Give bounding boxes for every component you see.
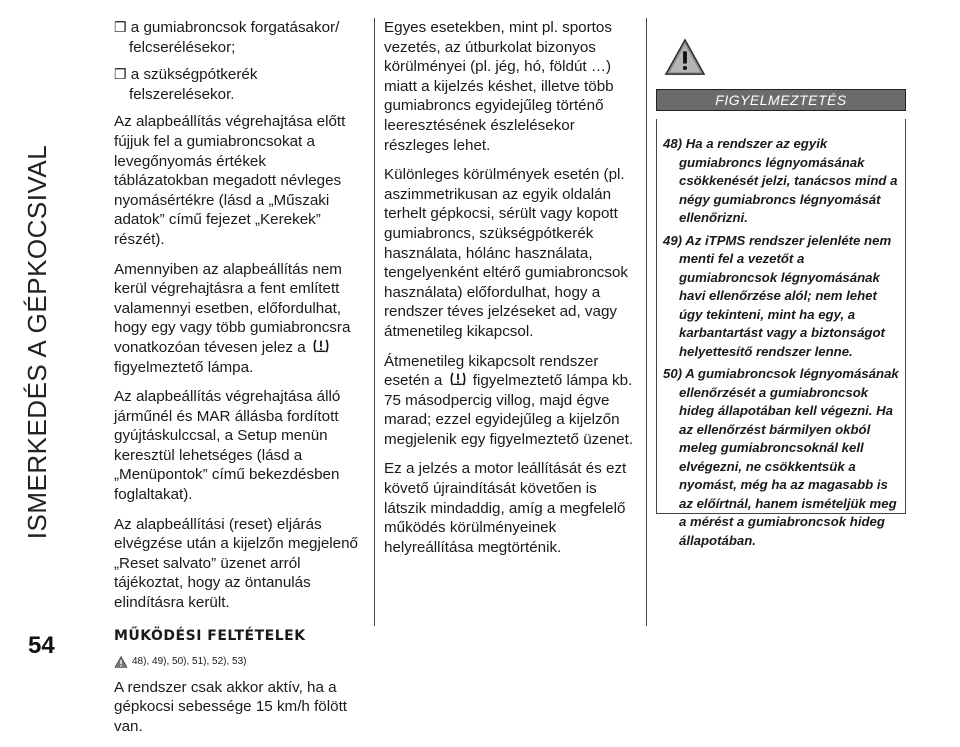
chapter-side-title: ISMERKEDÉS A GÉPKOCSIVAL [22, 144, 52, 540]
paragraph: Az alapbeállítás végrehajtása előtt fújjuk fel a gumiabroncsokat a levegőnyomás értékek táblázatokban megadott névleges nyomásértékre (lásd a „Műszaki adatok” című fejezet „Kerekek” részét). [114, 113, 346, 248]
warning-header: FIGYELMEZTETÉS [656, 89, 906, 111]
column-divider [646, 18, 647, 626]
paragraph: Ez a jelzés a motor leállítását és ezt követő újraindítását követően is látszik mindaddig, amíg a megfelelő működés körülményeinek helyreállítása megtörténik. [384, 460, 627, 556]
text-column-1 [114, 18, 364, 747]
paragraph: Az alapbeállítási (reset) eljárás elvégzése után a kijelzőn megjelenő „Reset salvato” üzenet arról tájékoztat, hogy az öntanulás elindításra került. [114, 515, 359, 612]
bullet-item: ❒ a gumiabroncsok forgatásakor/ felcserélésekor; [114, 19, 340, 56]
warning-panel [656, 36, 906, 548]
box-bullet-icon: ❒ [114, 19, 127, 35]
paragraph: Az alapbeállítás végrehajtása álló járműnél és MAR állásba fordított gyújtáskulccsal, a Setup menün keresztül lehetséges (lásd a „Menüpontok” című bekezdésben foglaltakat). [114, 388, 341, 504]
warning-item: 50) A gumiabroncsok légnyomásának ellenőrzését a gumiabroncsok hideg állapotában kell végezni. Ha az ellenőrzést bármilyen okból meleg gumiabroncsoknál kell elvégezni, ne csökkentsük a nyomást, még ha az magasabb is az előírtnál, hanem ismételjük meg a mérést a gumiabroncsok hideg állapotában. [663, 366, 899, 548]
bullet-item: ❒ a szükségpótkerék felszerelésekor. [114, 66, 258, 103]
section-heading: MŰKÖDÉSI FELTÉTELEK [114, 627, 306, 644]
warning-item: 49) Az iTPMS rendszer jelenléte nem menti fel a vezetőt a gumiabroncsok légnyomásának havi ellenőrzése alól; nem lehet úgy tekinteni, mint ha egy, a karbantartást vagy a biztonságot helyettesítő rendszer lenne. [663, 232, 892, 359]
tire-pressure-warning-icon [312, 338, 330, 354]
tire-pressure-warning-icon [449, 371, 467, 387]
warning-box [656, 119, 906, 548]
page-number: 54 [28, 632, 55, 659]
warning-triangle-icon [114, 656, 128, 668]
column-divider [374, 18, 375, 626]
warning-item: 48) Ha a rendszer az egyik gumiabroncs légnyomásának csökkenését jelzi, tanácsos mind a négy gumiabroncs légnyomását ellenőrizni. [663, 136, 898, 225]
warning-references: 48), 49), 50), 51), 52), 53) [114, 652, 364, 672]
warning-triangle-icon [664, 36, 706, 78]
text-column-2 [384, 18, 636, 567]
paragraph: Különleges körülmények esetén (pl. aszimmetrikusan az egyik oldalán terhelt gépkocsi, sérült vagy kopott gumiabroncs, szükségpótkerék használata, hólánc használata, tengelyenként eltérő gumiabroncsok használata) előfordulhat, hogy a rendszer téves jelzéseket ad, vagy átmenetileg kikapcsol. [384, 166, 628, 340]
paragraph: Amennyiben az alapbeállítás nem kerül végrehajtásra a fent említett valamennyi esetben, előfordulhat, hogy egy vagy több gumiabroncsra vonatkozóan tévesen jelez a figyelmeztető lámpa. [114, 260, 351, 376]
box-bullet-icon: ❒ [114, 66, 127, 83]
paragraph: A rendszer csak akkor aktív, ha a gépkocsi sebessége 15 km/h fölött van. [114, 678, 348, 735]
paragraph: Egyes esetekben, mint pl. sportos vezetés, az útburkolat bizonyos körülményei (pl. jég, hó, földút …) miatt a kijelzés késhet, illetve több gumiabroncs egyidejűleg történő leeresztésének észlelésekor részleges lehet. [384, 19, 614, 154]
paragraph: Átmenetileg kikapcsolt rendszer esetén a figyelmeztető lámpa kb. 75 másodpercig villog, majd égve marad; ezzel egyidejűleg a kijelzőn megjelenik egy figyelmeztető üzenet. [384, 352, 634, 448]
